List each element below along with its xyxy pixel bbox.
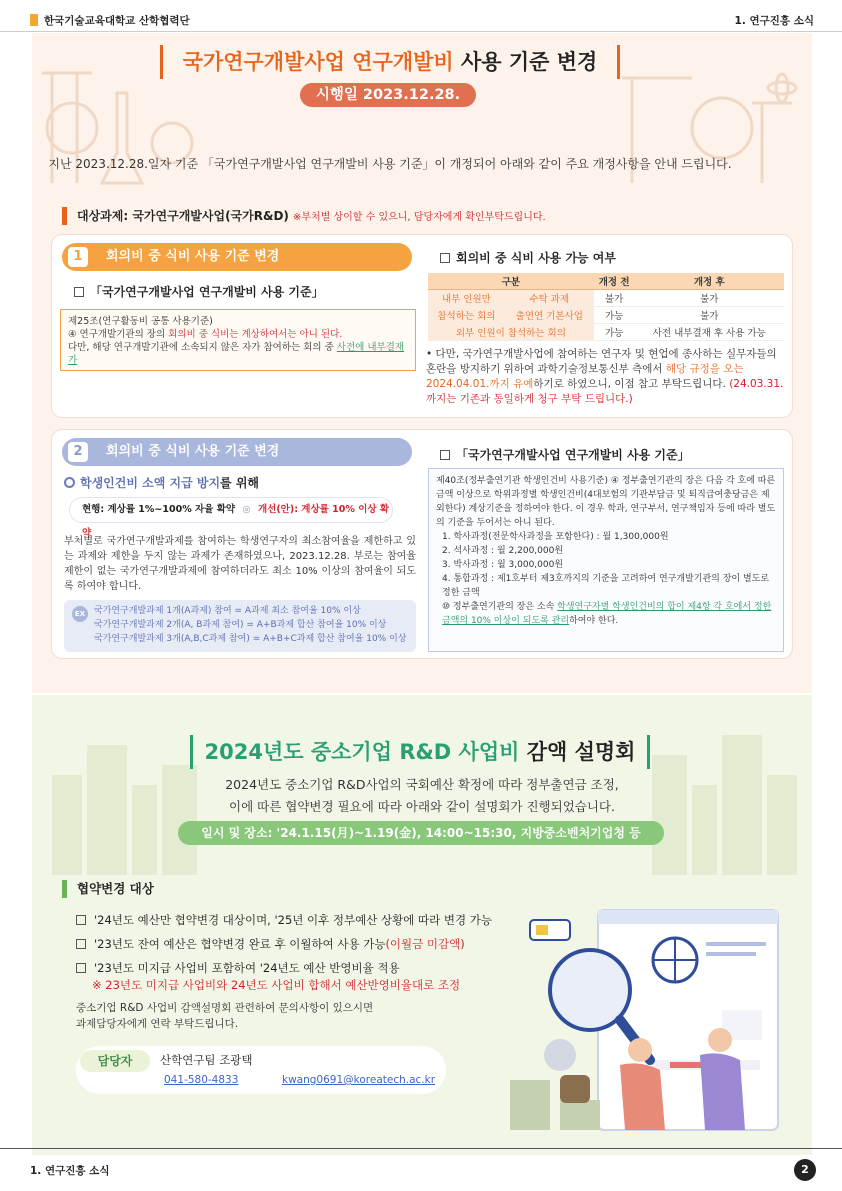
table-title: 회의비 중 식비 사용 가능 여부 [440, 249, 616, 266]
contact-phone-link[interactable]: 041-580-4833 [164, 1074, 239, 1086]
table-header: 개정 후 [635, 273, 784, 290]
magnifier-icon [64, 477, 75, 488]
checkbox-icon [76, 963, 86, 973]
section1-intro: 지난 2023.12.28.일자 기준 「국가연구개발사업 연구개발비 사용 기준」이 개정되어 아래와 같이 주요 개정사항을 안내 드립니다. [48, 157, 732, 171]
org-name: 한국기술교육대학교 산학협력단 [44, 15, 190, 27]
meal-cost-card [52, 235, 792, 417]
org-logo-icon [30, 14, 38, 26]
grace-period-note: • 다만, 국가연구개발사업에 참여하는 연구자 및 현업에 종사하는 실무자들의 혼란을 방지하기 위하여 과학기술정보통신부 측에서 해당 규정을 오는 2024.04.01.까지 유예하기로 하였으니, 이점 참고 부탁드립니다. (24.03.31.까지는 기존과 동일하게 청구 부탁 드립니다.) [426, 348, 784, 405]
contact-name: 산학연구팀 조광택 [160, 1053, 253, 1067]
student-salary-card [52, 430, 792, 658]
page-footer [0, 1148, 842, 1191]
table-header: 구분 [428, 273, 594, 290]
footer-label: 1. 연구진흥 소식 [30, 1165, 110, 1177]
section2-title: 2024년도 중소기업 R&D 사업비 감액 설명회 [190, 735, 650, 769]
checkbox-icon [76, 939, 86, 949]
table-row: 외부 인원이 참석하는 회의 가능 사전 내부결재 후 사용 가능 [428, 324, 784, 341]
meal-cost-table [428, 273, 784, 341]
target-project-label: 대상과제: 국가연구개발사업(국가R&D) ※부처별 상이할 수 있으니, 담당자에게 확인부탁드립니다. [62, 207, 546, 225]
example-box: EX 국가연구개발과제 1개(A과제) 참여 = A과제 최소 참여율 10% 이상 국가연구개발과제 2개(A, B과제 참여) = A+B과제 합산 참여율 10% 이상 국가연구개발과제 3개(A,B,C과제 참여) = A+B+C과제 합산 참여율 10% 이상 [64, 600, 416, 652]
business-analysis-illustration [490, 900, 810, 1150]
agreement-change-heading: 협약변경 대상 [62, 880, 154, 898]
table-header: 개정 전 [594, 273, 635, 290]
current-vs-improved-bar: 현행: 계상률 1%~100% 자율 확약 ◎ 개선(안): 계상률 10% 이상 확약 [70, 498, 392, 522]
table-row: 참석하는 회의 출연연 기본사업 가능 불가 [428, 307, 784, 324]
card2-check-label: 「국가연구개발사업 연구개발비 사용 기준」 [440, 446, 690, 463]
page-number: 2 [794, 1159, 816, 1181]
card2-subheading: 학생인건비 소액 지급 방지를 위해 [64, 474, 259, 491]
example-icon: EX [72, 606, 88, 622]
adj-item: '23년도 잔여 예산은 협약변경 완료 후 이월하여 사용 가능(이월금 미감액) [76, 936, 465, 952]
checkbox-icon [440, 253, 450, 263]
adj-note: ※ 23년도 미지급 사업비와 24년도 사업비 합해서 예산반영비율대로 조정 [92, 978, 461, 992]
checkbox-icon [74, 287, 84, 297]
table-row: 내부 인원만 수탁 과제 불가 불가 [428, 290, 784, 307]
adj-item: '24년도 예산만 협약변경 대상이며, '25년 이후 정부예산 상황에 따라 변경 가능 [76, 912, 492, 928]
adj-item: '23년도 미지급 사업비 포함하여 '24년도 예산 반영비율 적용 [76, 960, 400, 976]
student-rate-body: 부처별로 국가연구개발과제를 참여하는 학생연구자의 최소참여율을 제한하고 있는 과제와 제한을 두지 않는 과제가 존재하였으나, 2023.12.28. 부로는 참여율 제한이 없는 국가연구개발과제에 참여하더라도 최소 10% 이상의 참여율이 되도록 하여야 합니다. [64, 536, 416, 592]
contact-label: 담당자 [80, 1050, 150, 1072]
article25-box: 제25조(연구활동비 공통 사용기준) ④ 연구개발기관의 장의 회의비 중 식비는 계상하여서는 아니 된다. 다만, 해당 연구개발기관에 소속되지 않은 자가 참여하는 회의 중 사전에 내부결재가 [60, 309, 416, 371]
section2-intro: 2024년도 중소기업 R&D사업의 국회예산 확정에 따라 정부출연금 조정, 이에 따른 협약변경 필요에 따라 아래와 같이 설명회가 진행되었습니다. [225, 777, 619, 814]
article40-box: 제40조(정부출연기관 학생인건비 사용기준) ④ 정부출연기관의 장은 다음 각 호에 따른 금액 이상으로 학위과정별 학생인건비(4대보험의 기관부담금 및 퇴직급여충당금은 제외한다) 계상기준을 정하여야 한다. 이 경우 학과, 연구부서, 연구책임자 등에 따라 별도의 기준을 두어서는 아니 된다. 1. 학사과정(전문학사과정을 포함한다) : 월 1,300,000원 2. 석사과정 : 월 2,200,000원 3. 박사과정 : 월 3,000,000원 4. 통합과정 : 제1호부터 제3호까지의 기준을 고려하여 연구개발기관의 장이 별도로 정한 금액 ⑩ 정부출연기관의 장은 소속 학생연구자별 학생인건비의 합이 제4항 각 호에서 정한 금액의 10% 이상이 되도록 관리하여야 한다. [428, 468, 784, 652]
card1-heading: 1 회의비 중 식비 사용 기준 변경 [62, 243, 412, 271]
card2-heading: 2 회의비 중 식비 사용 기준 변경 [62, 438, 412, 466]
contact-box [76, 1046, 446, 1094]
contact-email-link[interactable]: kwang0691@koreatech.ac.kr [282, 1074, 436, 1086]
contact-guide: 중소기업 R&D 사업비 감액설명회 관련하여 문의사항이 있으시면 과제담당자에게 연락 부탁드립니다. [76, 1002, 374, 1030]
card1-check-label: 「국가연구개발사업 연구개발비 사용 기준」 [74, 283, 324, 300]
page-header [0, 0, 842, 32]
target-note: ※부처별 상이할 수 있으니, 담당자에게 확인부탁드립니다. [292, 212, 546, 223]
checkbox-icon [440, 450, 450, 460]
checkbox-icon [76, 915, 86, 925]
schedule-pill: 일시 및 장소: '24.1.15(月)~1.19(金), 14:00~15:30, 지방중소벤처기업청 등 [178, 821, 664, 845]
section-label: 1. 연구진흥 소식 [734, 15, 814, 27]
effective-date-pill: 시행일 2023.12.28. [300, 83, 476, 107]
section1-title: 국가연구개발사업 연구개발비 사용 기준 변경 [160, 45, 620, 79]
